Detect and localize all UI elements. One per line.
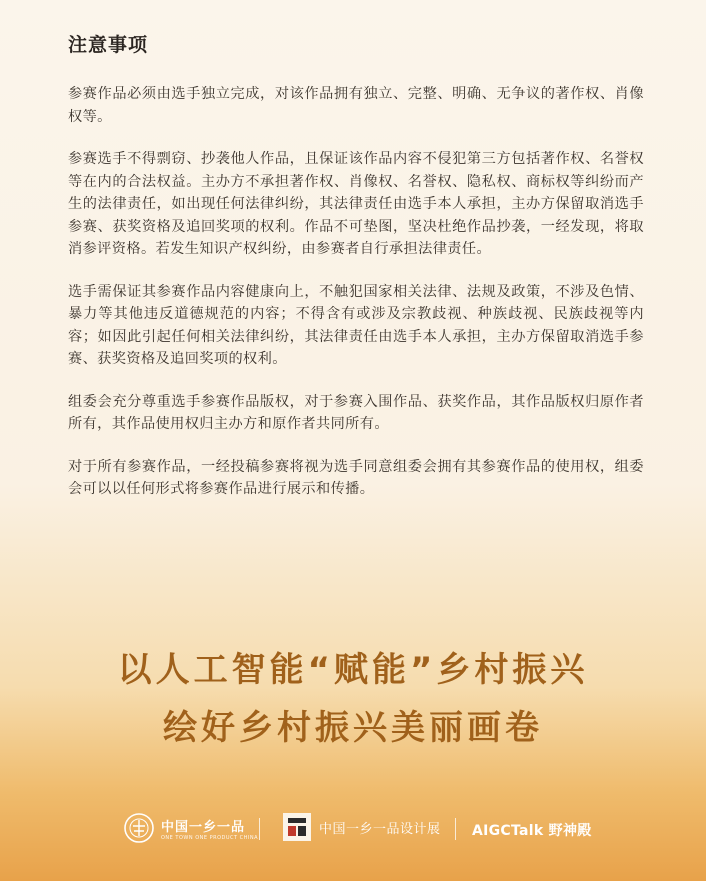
notice-paragraph-1: 参赛作品必须由选手独立完成，对该作品拥有独立、完整、明确、无争议的著作权、肖像权等。 <box>68 86 644 125</box>
logo-design-exhibition <box>283 813 441 841</box>
logo-one-town-one-product <box>123 812 258 844</box>
divider <box>259 818 260 840</box>
logo1-name: 中国一乡一品 <box>161 819 246 835</box>
notice-paragraph-3: 选手需保证其参赛作品内容健康向上，不触犯国家相关法律、法规及政策，不涉及色情、暴力等其他违反道德规范的内容；不得含有或涉及宗教歧视、种族歧视、民族歧视等内容；如因此引起任何相关法律纠纷，其法律责任由选手本人承担，主办方保留取消选手参赛、获奖资格及追回奖项的权利。 <box>68 283 644 367</box>
slogan-line-1: 以人工智能“赋能”乡村振兴 <box>117 650 589 690</box>
notice-paragraph-2: 参赛选手不得剽窃、抄袭他人作品，且保证该作品内容不侵犯第三方包括著作权、名誉权等在内的合法权益。主办方不承担著作权、肖像权、名誉权、隐私权、商标权等纠纷而产生的法律责任，如出现任何法律纠纷，其法律责任由选手本人承担，主办方保留取消选手参赛、获奖资格及追回奖项的权利。作品不可垫图，坚决杜绝作品抄袭，一经发现，将取消参评资格。若发生知识产权纠纷，由参赛者自行承担法律责任。 <box>68 151 644 257</box>
logo2-name: 中国一乡一品设计展 <box>319 821 441 837</box>
exhibition-logo-icon <box>283 813 311 841</box>
logo1-en: ONE TOWN ONE PRODUCT CHINA <box>161 834 259 841</box>
logo-aigctalk: AIGCTalk 野神殿 <box>472 823 592 839</box>
notice-paragraph-4: 组委会充分尊重选手参赛作品版权，对于参赛入围作品、获奖作品，其作品版权归原作者所有，其作品使用权归主办方和原作者共同所有。 <box>68 393 644 432</box>
divider <box>455 818 456 840</box>
footer-logos <box>0 810 706 850</box>
notice-paragraph-5: 对于所有参赛作品，一经投稿参赛将视为选手同意组委会拥有其参赛作品的使用权，组委会可以以任何形式将参赛作品进行展示和传播。 <box>68 458 644 497</box>
notice-heading: 注意事项 <box>68 34 149 56</box>
slogan-line-2: 绘好乡村振兴美丽画卷 <box>163 708 543 748</box>
notice-section <box>68 30 644 521</box>
emblem-icon <box>123 812 155 844</box>
